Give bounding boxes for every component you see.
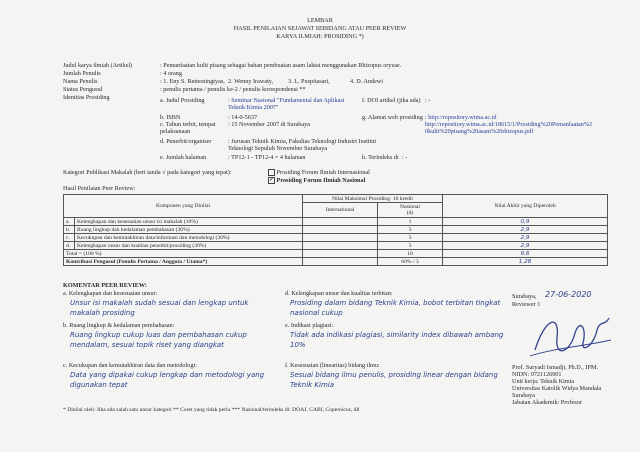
comment-prompt-a: a. Kelengkapan dan kesesuaian unsur: (63, 290, 158, 297)
proc-label-d: d. Penerbit/organiser (160, 138, 212, 145)
reviewer-label: Reviewer 1 (512, 301, 541, 308)
proc-value-h: : - (402, 154, 408, 161)
row-max: 1 (378, 218, 443, 226)
row-letter: c. (64, 234, 75, 242)
doc-heading-1: LEMBAR (307, 17, 333, 24)
table-row-total (64, 250, 608, 258)
col-header-national (378, 203, 443, 218)
col-header-max: Nilai Maksimal Prosiding: 10 kredit (303, 195, 443, 203)
doc-heading-2: HASIL PENILAIAN SEJAWAT SEBIDANG ATAU PEER REVIEW (233, 25, 407, 32)
comment-text-d: Prosiding dalam bidang Teknik Kimia, bobot terbitan tingkat nasional cukup (290, 299, 501, 317)
contribution-international (303, 258, 378, 266)
row-label: Kelengkapan unsur dan kualitas penerbit/prosiding (30%) (75, 242, 303, 250)
comment-prompt-f: f. Kesesuaian (linearitas) bidang ilmu: (285, 362, 380, 369)
proc-label-f: f. DOI artikel (jika ada) (362, 97, 421, 104)
comment-text-f: Sesuai bidang ilmu penulis, prosiding linear dengan bidang Teknik Kimia (290, 371, 498, 389)
value-title: : Pemanfaatan kulit pisang sebagai bahan pembuatan asam laktat menggunakan Rhizopus oryzae. (160, 62, 402, 69)
row-max: 3 (378, 242, 443, 250)
category-option-national-label: Prosiding Forum Ilmiah Nasional (276, 177, 366, 184)
row-letter: d. (64, 242, 75, 250)
signature-mark (525, 308, 615, 366)
comment-text-c: Data yang dipakai cukup lengkap dan metodologi yang digunakan tepat (70, 371, 265, 389)
checkbox-national-checked-icon[interactable]: ✓ (269, 178, 274, 184)
category-label: Kategori Publikasi Makalah (beri tanda √ pada kategori yang tepat): (63, 169, 232, 176)
value-author-4: 4. D. Andewi (350, 78, 383, 85)
proc-label-e: e. Jumlah halaman (160, 154, 207, 161)
label-title: Judul karya ilmiah (Artikel) (63, 62, 133, 69)
comment-text-a: Unsur isi makalah sudah sesuai dan lengkap untuk makalah prosiding (70, 299, 249, 317)
col-header-national-sub: (d) (406, 210, 414, 216)
table-row-contribution (64, 258, 608, 266)
score-table-caption: Hasil Penilaian Peer Review: (63, 185, 136, 192)
proc-label-b: b. ISBN (160, 114, 181, 121)
row-international (303, 234, 378, 242)
row-label: Ruang lingkup dan kedalaman pembahasan (30%) (75, 226, 303, 234)
proc-value-f: : - (425, 97, 431, 104)
row-international (303, 226, 378, 234)
row-score: 0,9 (443, 218, 608, 226)
label-num-authors: Jumlah Penulis (63, 70, 101, 77)
row-letter: b. (64, 226, 75, 234)
category-option-international-label: Prosiding Forum Ilmiah Internasional (276, 169, 370, 176)
label-authors: Nama Penulis (63, 78, 98, 85)
reviewer-rank: Jabatan Akademik: Profesor (512, 399, 582, 406)
col-header-final: Nilai Akhir yang Diperoleh (443, 195, 608, 218)
proc-label-h: h. Terindeks di (362, 154, 399, 161)
row-label: Kecukupan dan kemutakhiran data/informasi dan metodologi (30%) (75, 234, 303, 242)
row-score: 2,9 (443, 234, 608, 242)
total-max: 10 (378, 250, 443, 258)
comment-text-b: Ruang lingkup cukup luas dan pembahasan cukup mendalam, sesuai topik riset yang diangkat (70, 331, 247, 349)
col-header-komponen: Komponen yang Dinilai (64, 195, 303, 218)
web-link[interactable]: http://repository.wima.ac.id/18615/1/Prosiding%20Pemanfaatan%20kulit%20pisang%20asam%20rhizopus.pdf (425, 121, 593, 135)
signature-place: Surabaya, (512, 293, 537, 300)
comment-prompt-e: e. Indikasi plagiasi: (285, 322, 334, 329)
total-label: Total = (100 %) (64, 250, 303, 258)
comment-text-e: Tidak ada indikasi plagiasi, similarity index dibawah ambang 10% (290, 331, 504, 349)
proc-label-c: c. Tahun terbit, tempat pelaksanaan (160, 121, 216, 135)
value-num-authors: : 4 orang (160, 70, 182, 77)
category-option-national[interactable] (268, 177, 365, 184)
row-score: 2,9 (443, 242, 608, 250)
doc-heading-3: KARYA ILMIAH: PROSIDING *) (276, 33, 364, 40)
row-score: 2,9 (443, 226, 608, 234)
proc-value-c: : 15 November 2007 di Surabaya (228, 121, 310, 128)
value-author-3: 3. L. Puspitasari, (288, 78, 330, 85)
row-max: 3 (378, 226, 443, 234)
table-row (64, 234, 608, 242)
col-header-international: International (303, 203, 378, 218)
row-label: Kelengkapan dan kesesuaian unsur isi makalah (10%) (75, 218, 303, 226)
label-status: Status Pengusul (63, 86, 103, 93)
signature-date: 27-06-2020 (545, 290, 592, 299)
reviewer-unit: Unit kerja: Teknik Kimia (512, 378, 575, 385)
proc-value-g[interactable]: : http://repository.wima.ac.id (425, 114, 497, 121)
checkbox-international[interactable] (268, 169, 275, 176)
comment-prompt-b: b. Ruang lingkup & kedalaman pembahasan: (63, 322, 175, 329)
table-row (64, 226, 608, 234)
table-row (64, 242, 608, 250)
comments-title: KOMENTAR PEER REVIEW: (63, 282, 147, 289)
total-international (303, 250, 378, 258)
table-row (64, 218, 608, 226)
value-author-1: : 1. Eny S. Retnoningtyas, (160, 78, 225, 85)
proc-label-a: a. Judul Prosiding (160, 97, 205, 104)
contribution-frac: 60% / 3 (378, 258, 443, 266)
reviewer-nidn: NIDN: 0721126901 (512, 371, 562, 378)
proc-value-b: : 14-0-5637 (228, 114, 258, 121)
col-header-national-label: Nasional (400, 204, 420, 210)
footnote: * Dinilai oleh: Jika ada salah satu unsur kategori ** Coret yang tidak perlu *** Nasional/terindeks di: DOAJ, CABI, Copernicus, dll (63, 407, 360, 413)
contribution-score: 1,28 (443, 258, 608, 266)
value-status: : penulis pertama / penulis ke-2 / penulis korespondensi ** (160, 86, 306, 93)
value-author-2: 2. Wenny Irawaty, (228, 78, 274, 85)
proc-value-a: : Seminar Nasional "Fundamental dan Aplikasi Teknik Kimia 2007" (228, 97, 345, 111)
comment-prompt-c: c. Kecukupan dan kemutakhiran data dan metodologi: (63, 362, 197, 369)
total-score: 9,6 (443, 250, 608, 258)
proc-value-d: : Jurusan Teknik Kimia, Fakultas Teknologi Industri Institut Teknologi Sepuluh November Surabaya (228, 138, 377, 152)
label-proceedings: Identitas Prosiding (63, 94, 110, 101)
row-international (303, 242, 378, 250)
score-table (63, 194, 608, 266)
category-option-international[interactable] (268, 169, 370, 176)
contribution-label: Kontribusi Pengusul (Penulis Pertama / Anggota / Utama*) (64, 258, 303, 266)
comment-prompt-d: d. Kelengkapan unsur dan kualitas terbitan: (285, 290, 393, 297)
row-international (303, 218, 378, 226)
reviewer-university: Universitas Katolik Widya Mandala Surabaya (512, 385, 602, 399)
reviewer-name: Prof. Suryadi Ismadji, Ph.D., IPM. (512, 364, 598, 371)
proc-value-e: : TP12-1 - TP12-4 = 4 halaman (228, 154, 306, 161)
proc-label-g: g. Alamat web prosiding (362, 114, 423, 121)
row-max: 3 (378, 234, 443, 242)
row-letter: a. (64, 218, 75, 226)
